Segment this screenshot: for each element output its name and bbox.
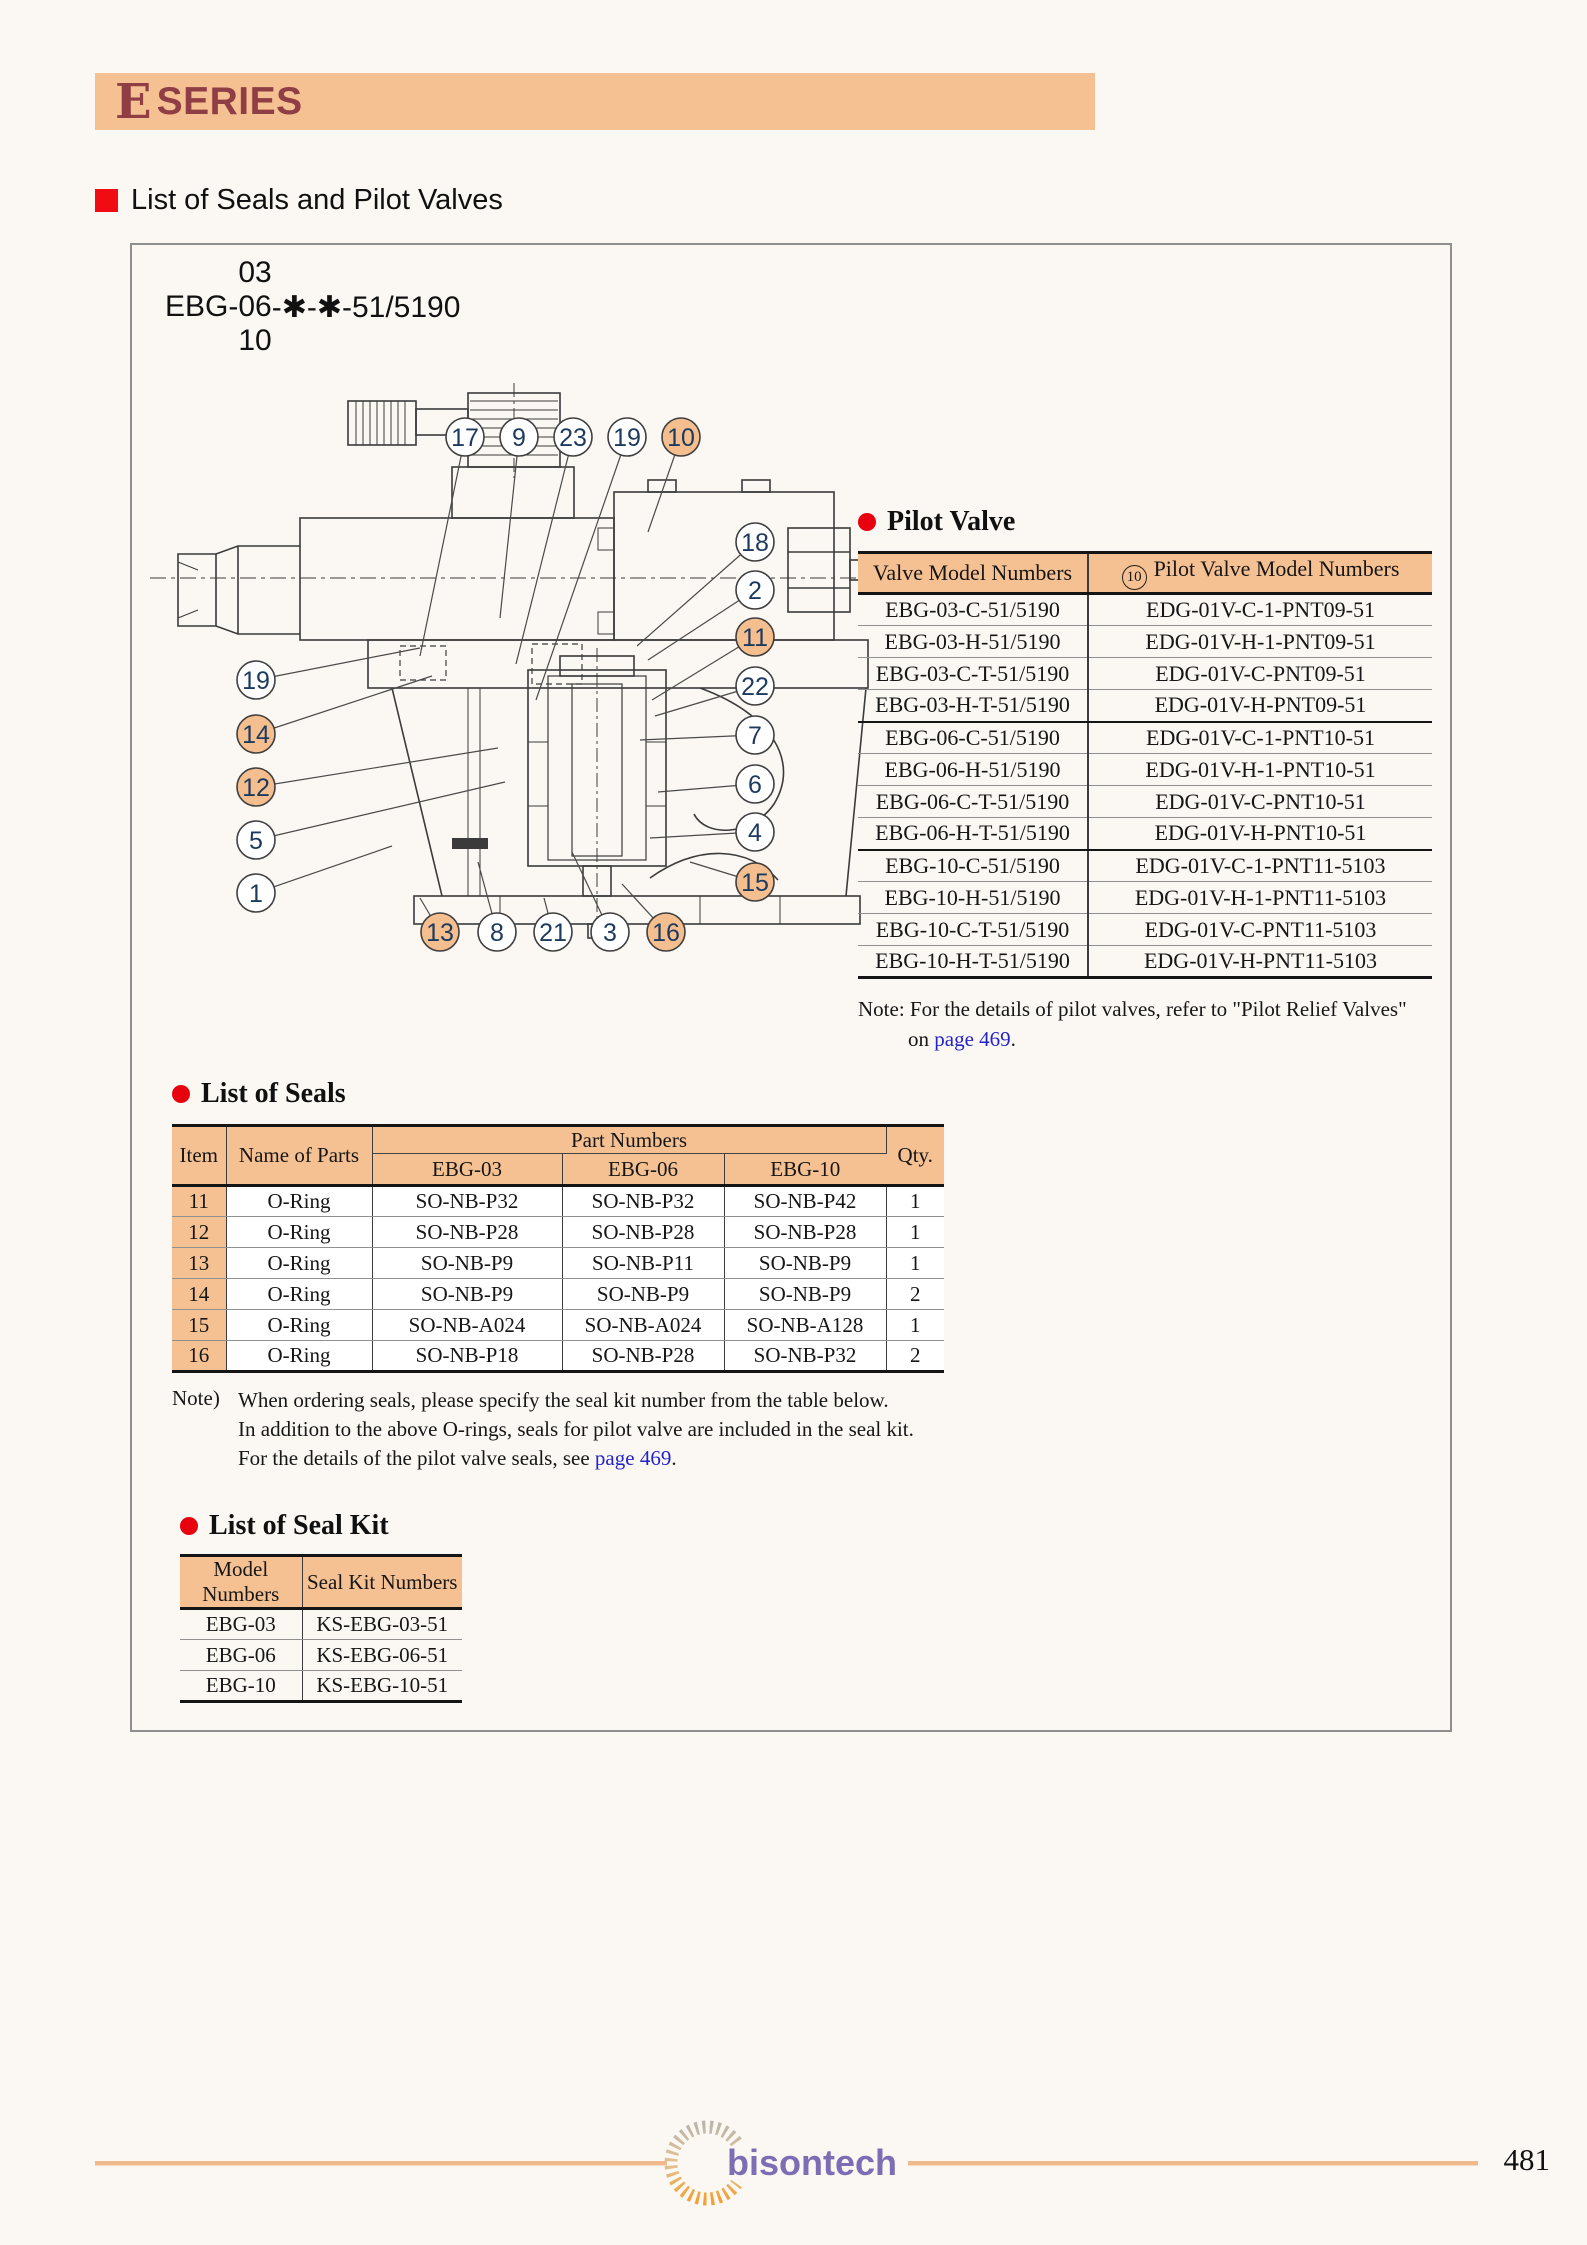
callout-number: 8 (490, 918, 504, 947)
page-footer (0, 2110, 1587, 2220)
model-size-10: 10 (238, 324, 272, 357)
seal-kit-table (180, 1554, 462, 1703)
series-letter: E (115, 73, 152, 130)
table-cell: EDG-01V-H-PNT09-51 (1088, 690, 1432, 722)
pilot-valve-row (858, 818, 1432, 850)
leader-line (256, 748, 498, 787)
page-title: List of Seals and Pilot Valves (131, 184, 503, 216)
table-cell: EBG-10-C-51/5190 (858, 850, 1088, 882)
table-cell: SO-NB-P42 (724, 1186, 886, 1217)
callout-number: 7 (748, 721, 762, 750)
callout-number: 4 (748, 818, 762, 847)
callout-number: 17 (451, 423, 479, 452)
callout-number: 15 (741, 868, 769, 897)
leader-line (420, 437, 465, 656)
model-code (165, 256, 460, 358)
pilot-valve-heading: Pilot Valve (858, 506, 1432, 538)
circled-10-icon: 10 (1122, 565, 1147, 590)
column-header-ebg03: EBG-03 (372, 1154, 562, 1186)
table-cell: EBG-03-C-51/5190 (858, 594, 1088, 626)
pilot-valve-row (858, 882, 1432, 914)
table-cell: 2 (886, 1279, 944, 1310)
table-cell: SO-NB-P11 (562, 1248, 724, 1279)
seal-kit-table-body (180, 1609, 462, 1702)
pilot-valve-header-row (858, 553, 1432, 594)
page-number: 481 (1503, 2142, 1550, 2177)
red-dot-bullet-icon (172, 1085, 190, 1103)
pilot-valve-row (858, 914, 1432, 946)
column-header-ebg06: EBG-06 (562, 1154, 724, 1186)
pilot-valve-row (858, 626, 1432, 658)
table-cell: EDG-01V-C-1-PNT09-51 (1088, 594, 1432, 626)
list-of-seals-heading: List of Seals (172, 1078, 957, 1110)
seal-row (172, 1279, 944, 1310)
pilot-valve-row (858, 850, 1432, 882)
seal-row (172, 1217, 944, 1248)
callout-leader-lines (256, 437, 755, 932)
red-dot-bullet-icon (858, 513, 876, 531)
callout-number: 10 (667, 423, 695, 452)
table-cell: EBG-03-H-T-51/5190 (858, 690, 1088, 722)
table-cell: EDG-01V-C-PNT10-51 (1088, 786, 1432, 818)
table-cell: SO-NB-P32 (724, 1341, 886, 1372)
logo-text-tech: tech (823, 2142, 898, 2183)
seal-kit-row (180, 1671, 462, 1702)
table-cell: KS-EBG-03-51 (302, 1609, 462, 1640)
pilot-valve-row (858, 658, 1432, 690)
table-cell: O-Ring (226, 1310, 372, 1341)
seal-kit-heading: List of Seal Kit (180, 1510, 480, 1542)
seals-note: Note) When ordering seals, please specify the seal kit number from the table below. In addition to the above O-rings, seals for pilot valve are included in the seal kit. For the details of the pilot valve seals, see page 469. (172, 1386, 914, 1470)
table-cell: EDG-01V-C-PNT09-51 (1088, 658, 1432, 690)
series-banner (95, 73, 1095, 130)
table-cell: SO-NB-P28 (724, 1217, 886, 1248)
callout-number: 23 (559, 423, 587, 452)
table-cell: O-Ring (226, 1248, 372, 1279)
callout-number: 13 (426, 918, 454, 947)
table-cell: EBG-03-C-T-51/5190 (858, 658, 1088, 690)
table-cell: SO-NB-P9 (562, 1279, 724, 1310)
model-code-suffix: -✱-✱-51/5190 (271, 290, 461, 324)
table-cell: O-Ring (226, 1217, 372, 1248)
seal-kit-row (180, 1640, 462, 1671)
table-cell: SO-NB-P18 (372, 1341, 562, 1372)
table-cell: KS-EBG-10-51 (316, 1673, 449, 1697)
column-header-part-numbers: Part Numbers (372, 1126, 886, 1154)
table-cell: SO-NB-P9 (372, 1248, 562, 1279)
table-cell: 16 (172, 1341, 226, 1372)
table-cell: 13 (172, 1248, 226, 1279)
pilot-valve-table (858, 551, 1432, 979)
callout-number: 18 (741, 528, 769, 557)
seals-table-body (172, 1186, 944, 1372)
pilot-valve-note: Note: For the details of pilot valves, refer to "Pilot Relief Valves" on page 469. (858, 997, 1407, 1051)
column-header-valve-models: Valve Model Numbers (858, 553, 1088, 594)
column-header-item: Item (172, 1126, 226, 1186)
table-cell: EDG-01V-H-1-PNT09-51 (1088, 626, 1432, 658)
table-cell: EBG-10-H-51/5190 (858, 882, 1088, 914)
table-cell: EDG-01V-C-1-PNT10-51 (1088, 722, 1432, 754)
callout-number: 22 (741, 672, 769, 701)
table-cell: EBG-10 (180, 1671, 302, 1702)
leader-line (256, 648, 420, 680)
table-cell: EDG-01V-C-1-PNT11-5103 (1088, 850, 1432, 882)
table-cell: EDG-01V-H-PNT10-51 (1088, 818, 1432, 850)
table-cell: EDG-01V-H-1-PNT10-51 (1088, 754, 1432, 786)
seals-table (172, 1124, 944, 1373)
model-code-prefix: EBG- (165, 290, 239, 323)
callout-number: 9 (512, 423, 526, 452)
pilot-valve-row (858, 754, 1432, 786)
table-cell: SO-NB-P9 (724, 1248, 886, 1279)
footer-rule-right (908, 2161, 1478, 2166)
table-cell: 12 (172, 1217, 226, 1248)
table-cell: O-Ring (226, 1279, 372, 1310)
column-header-ebg10: EBG-10 (724, 1154, 886, 1186)
seal-row (172, 1248, 944, 1279)
seal-row (172, 1310, 944, 1341)
table-cell: EBG-03 (180, 1609, 302, 1640)
red-square-bullet-icon (95, 189, 118, 212)
table-cell: SO-NB-P28 (372, 1217, 562, 1248)
model-size-03: 03 (238, 256, 272, 289)
table-cell: EBG-06-H-T-51/5190 (858, 818, 1088, 850)
pilot-valve-section (858, 506, 1432, 1054)
pilot-valve-row (858, 594, 1432, 626)
list-of-seals-section (172, 1078, 957, 1473)
callout-number: 11 (742, 623, 768, 652)
table-cell: EBG-06-C-51/5190 (858, 722, 1088, 754)
callout-number: 12 (242, 773, 270, 802)
callout-number: 19 (613, 423, 641, 452)
callout-number: 19 (242, 666, 270, 695)
pilot-valve-row (858, 946, 1432, 978)
table-cell: SO-NB-P32 (372, 1186, 562, 1217)
table-cell: 14 (172, 1279, 226, 1310)
table-cell: SO-NB-A024 (562, 1310, 724, 1341)
column-header-name: Name of Parts (226, 1126, 372, 1186)
callout-number: 5 (249, 826, 263, 855)
leader-line (256, 676, 432, 734)
table-cell: SO-NB-A024 (372, 1310, 562, 1341)
table-cell: SO-NB-P9 (372, 1279, 562, 1310)
page-469-link[interactable]: page 469 (934, 1027, 1011, 1051)
table-cell: SO-NB-P32 (562, 1186, 724, 1217)
table-cell: EDG-01V-C-PNT11-5103 (1088, 914, 1432, 946)
callout-number: 6 (748, 770, 762, 799)
table-cell: 1 (886, 1248, 944, 1279)
table-cell: KS-EBG-06-51 (302, 1640, 462, 1671)
table-cell: EBG-06-H-51/5190 (858, 754, 1088, 786)
table-cell: 2 (886, 1341, 944, 1372)
table-cell: O-Ring (226, 1341, 372, 1372)
pilot-valve-table-body (858, 594, 1432, 978)
table-cell: SO-NB-P28 (562, 1341, 724, 1372)
seal-kit-section (180, 1510, 480, 1703)
callout-number: 16 (652, 918, 680, 947)
model-size-06: 06 (238, 290, 272, 323)
column-header-seal-kit-numbers: Seal Kit Numbers (302, 1556, 462, 1609)
table-cell: 15 (172, 1310, 226, 1341)
column-header-pilot-valve-models: 10 Pilot Valve Model Numbers (1088, 553, 1432, 594)
leader-line (500, 437, 519, 618)
callout-balloons (237, 418, 774, 951)
model-code-size-stack (238, 256, 271, 358)
page-section-heading (95, 184, 503, 217)
table-cell: EDG-01V-H-PNT11-5103 (1143, 948, 1378, 973)
table-cell: EBG-03-H-51/5190 (858, 626, 1088, 658)
table-cell: EBG-06 (180, 1640, 302, 1671)
pilot-valve-row (858, 722, 1432, 754)
table-cell: EBG-06-C-T-51/5190 (858, 786, 1088, 818)
table-cell: EBG-10-H-T-51/5190 (858, 946, 1088, 978)
table-cell: SO-NB-P9 (724, 1279, 886, 1310)
seal-row (172, 1186, 944, 1217)
valve-diagram (140, 380, 880, 960)
table-cell: SO-NB-A128 (724, 1310, 886, 1341)
table-cell: EBG-10-C-T-51/5190 (858, 914, 1088, 946)
column-header-model-numbers: Model Numbers (180, 1556, 302, 1609)
seal-kit-row (180, 1609, 462, 1640)
table-cell: 1 (886, 1186, 944, 1217)
table-cell: 11 (172, 1186, 226, 1217)
table-cell: 1 (886, 1217, 944, 1248)
leader-line (516, 437, 573, 664)
logo-text-bison: bison (727, 2142, 823, 2183)
table-cell: O-Ring (226, 1186, 372, 1217)
seal-row (172, 1341, 944, 1372)
table-cell: EDG-01V-H-1-PNT11-5103 (1088, 882, 1432, 914)
table-cell: 1 (886, 1310, 944, 1341)
pilot-valve-row (858, 786, 1432, 818)
callout-number: 1 (249, 879, 263, 908)
callout-number: 21 (539, 918, 567, 947)
series-word: SERIES (156, 80, 303, 123)
pilot-valve-row (858, 690, 1432, 722)
footer-rule-left (95, 2161, 667, 2166)
leader-line (256, 846, 392, 893)
table-cell: SO-NB-P28 (562, 1217, 724, 1248)
callout-number: 2 (748, 576, 762, 605)
page-469-link[interactable]: page 469 (594, 1446, 672, 1470)
red-dot-bullet-icon (180, 1517, 198, 1535)
column-header-qty: Qty. (886, 1126, 944, 1186)
callout-number: 3 (603, 918, 617, 947)
callout-number: 14 (242, 720, 270, 749)
